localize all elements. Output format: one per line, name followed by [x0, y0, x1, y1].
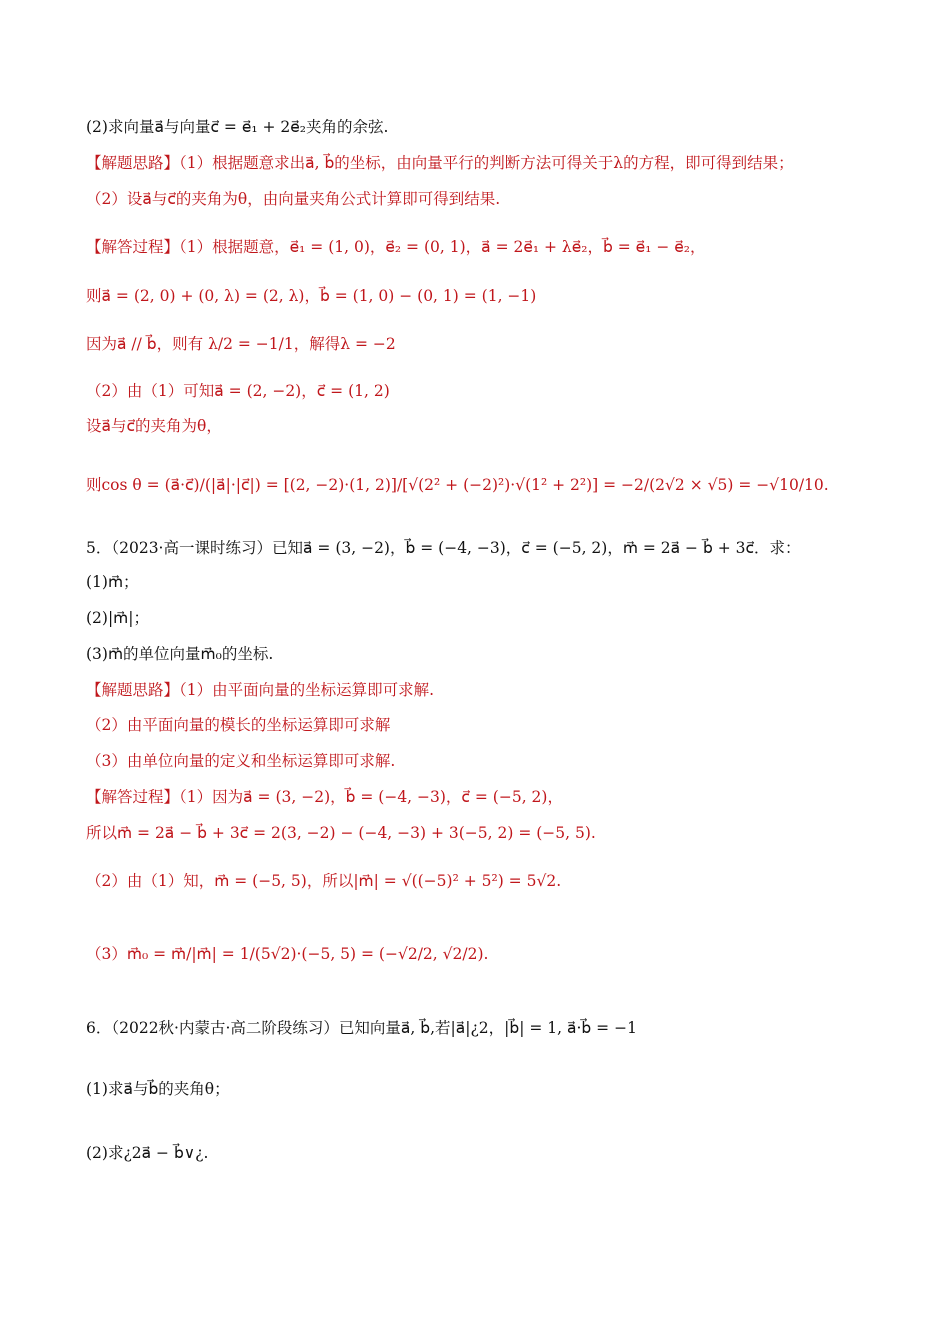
text-line: （2）由（1）知，m⃗ = (−5, 5)，所以|m⃗| = √((−5)² + 5²) = 5√2. [86, 872, 562, 890]
text-line: 【解答过程】（1）因为a⃗ = (3, −2)，b⃗ = (−4, −3)，c⃗ = (−5, 2)， [86, 788, 563, 806]
text-line: 因为a⃗ // b⃗，则有 λ/2 = −1/1，解得λ = −2 [86, 335, 396, 353]
text-line: （2）设a⃗与c⃗的夹角为θ，由向量夹角公式计算即可得到结果. [86, 190, 501, 208]
text-line: 【解题思路】（1）根据题意求出a⃗, b⃗的坐标，由向量平行的判断方法可得关于λ的方程，即可得到结果； [86, 154, 794, 172]
text-line: 则cos θ = (a⃗·c⃗)/(|a⃗|·|c⃗|) = [(2, −2)·(1, 2)]/[√(2² + (−2)²)·√(1² + 2²)] = −2/(2√2 × √5) = −√10/10. [86, 476, 829, 494]
text-line: 所以m⃗ = 2a⃗ − b⃗ + 3c⃗ = 2(3, −2) − (−4, −3) + 3(−5, 2) = (−5, 5). [86, 824, 596, 842]
text-line: (1)求a⃗与b⃗的夹角θ； [86, 1080, 230, 1098]
text-line: （3）由单位向量的定义和坐标运算即可求解. [86, 752, 396, 770]
text-line: 5．（2023·高一课时练习）已知a⃗ = (3, −2)，b⃗ = (−4, −3)，c⃗ = (−5, 2)，m⃗ = 2a⃗ − b⃗ + 3c⃗．求： [86, 539, 801, 557]
text-line: 设a⃗与c⃗的夹角为θ， [86, 417, 222, 435]
text-line: 则a⃗ = (2, 0) + (0, λ) = (2, λ)，b⃗ = (1, 0) − (0, 1) = (1, −1) [86, 287, 537, 305]
text-line: （2）由（1）可知a⃗ = (2, −2)，c⃗ = (1, 2) [86, 382, 390, 400]
text-line: （3）m⃗₀ = m⃗/|m⃗| = 1/(5√2)·(−5, 5) = (−√2/2, √2/2). [86, 945, 489, 963]
text-line: (2)求向量a⃗与向量c⃗ = e⃗₁ + 2e⃗₂夹角的余弦. [86, 118, 389, 136]
text-line: (3)m⃗的单位向量m⃗₀的坐标. [86, 645, 274, 663]
text-line: 【解答过程】（1）根据题意，e⃗₁ = (1, 0)，e⃗₂ = (0, 1)，a⃗ = 2e⃗₁ + λe⃗₂，b⃗ = e⃗₁ − e⃗₂， [86, 238, 706, 256]
text-line: (2)求¿2a⃗ − b⃗∨¿. [86, 1144, 209, 1162]
text-line: (1)m⃗； [86, 573, 139, 591]
text-line: 6．（2022秋·内蒙古·高二阶段练习）已知向量a⃗, b⃗,若|a⃗|¿2，|b⃗| = 1, a⃗·b⃗ = −1 [86, 1019, 637, 1037]
text-line: 【解题思路】（1）由平面向量的坐标运算即可求解. [86, 681, 435, 699]
text-line: （2）由平面向量的模长的坐标运算即可求解 [86, 716, 391, 734]
text-line: (2)|m⃗|； [86, 609, 149, 627]
